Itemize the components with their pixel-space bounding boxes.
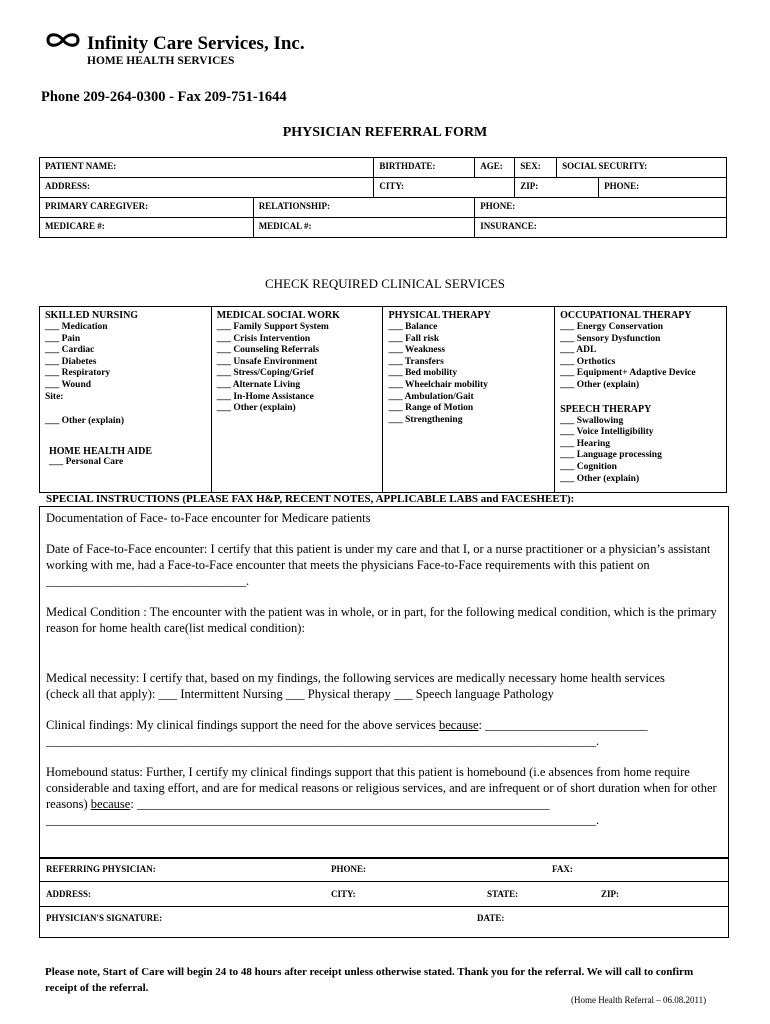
physician-zip-field[interactable]: ZIP: <box>601 889 619 899</box>
clinical-findings-because: because <box>438 718 479 732</box>
division-name: HOME HEALTH SERVICES <box>87 55 235 67</box>
physician-divider-1 <box>39 881 729 882</box>
physician-address-field[interactable]: ADDRESS: <box>46 889 92 899</box>
checkbox-weakness[interactable]: ___ Weakness <box>388 345 446 356</box>
zip-field[interactable]: ZIP: <box>515 178 599 198</box>
physician-phone-field[interactable]: PHONE: <box>331 864 366 874</box>
homebound-because: because <box>90 797 131 811</box>
checkbox-alternate-living[interactable]: ___ Alternate Living <box>216 379 301 390</box>
birthdate-field[interactable]: BIRTHDATE: <box>374 158 475 178</box>
patient-row-1 <box>40 158 727 178</box>
infinity-logo-icon <box>44 31 82 49</box>
homebound-line[interactable]: : __________________________________________________________________ <box>130 797 550 811</box>
home-health-aide-title: HOME HEALTH AIDE <box>49 445 152 457</box>
checkbox-wound[interactable]: ___ Wound <box>45 379 92 390</box>
skilled-nursing-title: SKILLED NURSING <box>45 310 139 321</box>
patient-row-4 <box>40 218 727 238</box>
physician-fax-field[interactable]: FAX: <box>552 864 573 874</box>
clinical-findings-line[interactable]: : __________________________ <box>478 718 648 732</box>
special-instructions-box[interactable] <box>39 506 729 858</box>
phone-fax-line: Phone 209-264-0300 - Fax 209-751-1644 <box>41 89 287 105</box>
checkbox-ot-other[interactable]: ___ Other (explain) <box>560 379 640 390</box>
face-to-face-title: Documentation of Face- to-Face encounter for Medicare patients <box>46 511 371 525</box>
checkbox-swallowing[interactable]: ___ Swallowing <box>560 415 624 426</box>
checkbox-crisis-intervention[interactable]: ___ Crisis Intervention <box>216 333 311 344</box>
skilled-nursing-column <box>40 307 212 493</box>
address-field[interactable]: ADDRESS: <box>40 178 374 198</box>
clinical-services-table <box>39 306 727 493</box>
checkbox-adl[interactable]: ___ ADL <box>560 345 597 356</box>
form-title: PHYSICIAN REFERRAL FORM <box>282 125 488 140</box>
checkbox-counseling-referrals[interactable]: ___ Counseling Referrals <box>216 345 320 356</box>
clinical-findings-text <box>46 717 722 733</box>
social-security-field[interactable]: SOCIAL SECURITY: <box>557 158 727 178</box>
checkbox-diabetes[interactable]: ___ Diabetes <box>45 356 97 367</box>
checkbox-strengthening[interactable]: ___ Strengthening <box>388 414 463 425</box>
checkbox-st-other[interactable]: ___ Other (explain) <box>560 473 640 484</box>
checkbox-respiratory[interactable]: ___ Respiratory <box>45 368 111 379</box>
occupational-therapy-title: OCCUPATIONAL THERAPY <box>560 310 692 321</box>
clinical-findings-line-2[interactable]: ________________________________________________________________________________________. <box>46 734 600 748</box>
checkbox-wheelchair-mobility[interactable]: ___ Wheelchair mobility <box>388 379 488 390</box>
physician-date-field[interactable]: DATE: <box>477 913 505 923</box>
checkbox-msw-other[interactable]: ___ Other (explain) <box>216 403 296 414</box>
services-heading: CHECK REQUIRED CLINICAL SERVICES <box>264 276 506 291</box>
checkbox-equipment-adaptive-device[interactable]: ___ Equipment+ Adaptive Device <box>560 368 696 379</box>
company-name: Infinity Care Services, Inc. <box>87 33 305 54</box>
medical-social-work-column <box>211 307 383 493</box>
physical-therapy-column <box>383 307 555 493</box>
physical-therapy-title: PHYSICAL THERAPY <box>388 310 491 321</box>
primary-caregiver-field[interactable]: PRIMARY CAREGIVER: <box>40 198 254 218</box>
face-to-face-certification: Date of Face-to-Face encounter: I certify that this patient is under my care and that I, or a nurse practitioner or a physician’s assistant working with me, had a Face-to-Face encounter that meets the physicians Face-to-Face requirements with this patient on ________________________________. <box>46 542 711 588</box>
homebound-status-label: Homebound status: Further, I certify my clinical findings support that this patient is homebound (i.e absences from home require considerable and taxing effort, and are for medical reasons or religious services, and are infrequent or of short duration when for other reasons) <box>46 765 717 811</box>
start-of-care-note: Please note, Start of Care will begin 24 to 48 hours after receipt unless otherwise stated. Thank you for the referral. We will call to confirm receipt of the referral. <box>45 966 694 994</box>
physician-signature-field[interactable]: PHYSICIAN'S SIGNATURE: <box>46 913 163 923</box>
homebound-status-text <box>46 764 722 812</box>
phone-field[interactable]: PHONE: <box>599 178 727 198</box>
checkbox-nursing-other[interactable]: ___ Other (explain) <box>45 416 124 427</box>
checkbox-ambulation-gait[interactable]: ___ Ambulation/Gait <box>388 391 474 402</box>
sex-field[interactable]: SEX: <box>515 158 557 178</box>
form-reference: (Home Health Referral – 06.08.2011) <box>571 995 707 1005</box>
relationship-field[interactable]: RELATIONSHIP: <box>253 198 475 218</box>
physician-state-field[interactable]: STATE: <box>487 889 519 899</box>
homebound-line-2[interactable]: ________________________________________________________________________________________. <box>46 813 600 827</box>
checkbox-personal-care[interactable]: ___ Personal Care <box>49 457 124 468</box>
patient-row-3 <box>40 198 727 218</box>
physician-divider-2 <box>39 906 729 907</box>
checkbox-sensory-dysfunction[interactable]: ___ Sensory Dysfunction <box>560 333 661 344</box>
insurance-field[interactable]: INSURANCE: <box>475 218 727 238</box>
checkbox-unsafe-environment[interactable]: ___ Unsafe Environment <box>216 356 318 367</box>
wound-site-field[interactable]: Site: <box>45 391 64 402</box>
medical-field[interactable]: MEDICAL #: <box>253 218 475 238</box>
clinical-findings-label: Clinical findings: My clinical findings support the need for the above services <box>46 718 439 732</box>
referring-physician-field[interactable]: REFERRING PHYSICIAN: <box>46 864 156 874</box>
medical-social-work-title: MEDICAL SOCIAL WORK <box>216 310 340 321</box>
checkbox-in-home-assistance[interactable]: ___ In-Home Assistance <box>216 391 314 402</box>
medical-condition-text: Medical Condition : The encounter with the patient was in whole, or in part, for the following medical condition, which is the primary reason for home health care(list medical condition): <box>46 605 717 635</box>
physician-city-field[interactable]: CITY: <box>331 889 356 899</box>
checkbox-balance[interactable]: ___ Balance <box>388 322 438 332</box>
checkbox-stress-coping[interactable]: ___ Stress/Coping/Grief <box>216 368 314 379</box>
checkbox-hearing[interactable]: ___ Hearing <box>560 438 610 449</box>
checkbox-fall-risk[interactable]: ___ Fall risk <box>388 333 440 344</box>
special-instructions-heading: SPECIAL INSTRUCTIONS (PLEASE FAX H&P, RECENT NOTES, APPLICABLE LABS and FACESHEET): <box>46 493 575 505</box>
patient-info-table <box>39 157 727 238</box>
checkbox-medication[interactable]: ___ Medication <box>45 322 108 332</box>
checkbox-orthotics[interactable]: ___ Orthotics <box>560 356 616 367</box>
checkbox-range-of-motion[interactable]: ___ Range of Motion <box>388 403 474 414</box>
speech-therapy-title: SPEECH THERAPY <box>560 403 652 415</box>
checkbox-transfers[interactable]: ___ Transfers <box>388 356 444 367</box>
age-field[interactable]: AGE: <box>475 158 515 178</box>
checkbox-pain[interactable]: ___ Pain <box>45 333 81 344</box>
occupational-therapy-column <box>555 307 727 493</box>
checkbox-bed-mobility[interactable]: ___ Bed mobility <box>388 368 458 379</box>
checkbox-cardiac[interactable]: ___ Cardiac <box>45 345 95 356</box>
patient-name-field[interactable]: PATIENT NAME: <box>40 158 374 178</box>
city-field[interactable]: CITY: <box>374 178 515 198</box>
checkbox-voice-intelligibility[interactable]: ___ Voice Intelligibility <box>560 427 654 438</box>
checkbox-energy-conservation[interactable]: ___ Energy Conservation <box>560 322 664 332</box>
medical-necessity-options: (check all that apply): ___ Intermittent Nursing ___ Physical therapy ___ Speech language Pathology <box>46 687 554 701</box>
caregiver-phone-field[interactable]: PHONE: <box>475 198 727 218</box>
checkbox-cognition[interactable]: ___ Cognition <box>560 461 617 472</box>
medicare-field[interactable]: MEDICARE #: <box>40 218 254 238</box>
medical-necessity-text: Medical necessity: I certify that, based on my findings, the following services are medically necessary home health services <box>46 671 665 685</box>
checkbox-language-processing[interactable]: ___ Language processing <box>560 450 662 461</box>
patient-row-2 <box>40 178 727 198</box>
checkbox-family-support[interactable]: ___ Family Support System <box>216 322 329 332</box>
